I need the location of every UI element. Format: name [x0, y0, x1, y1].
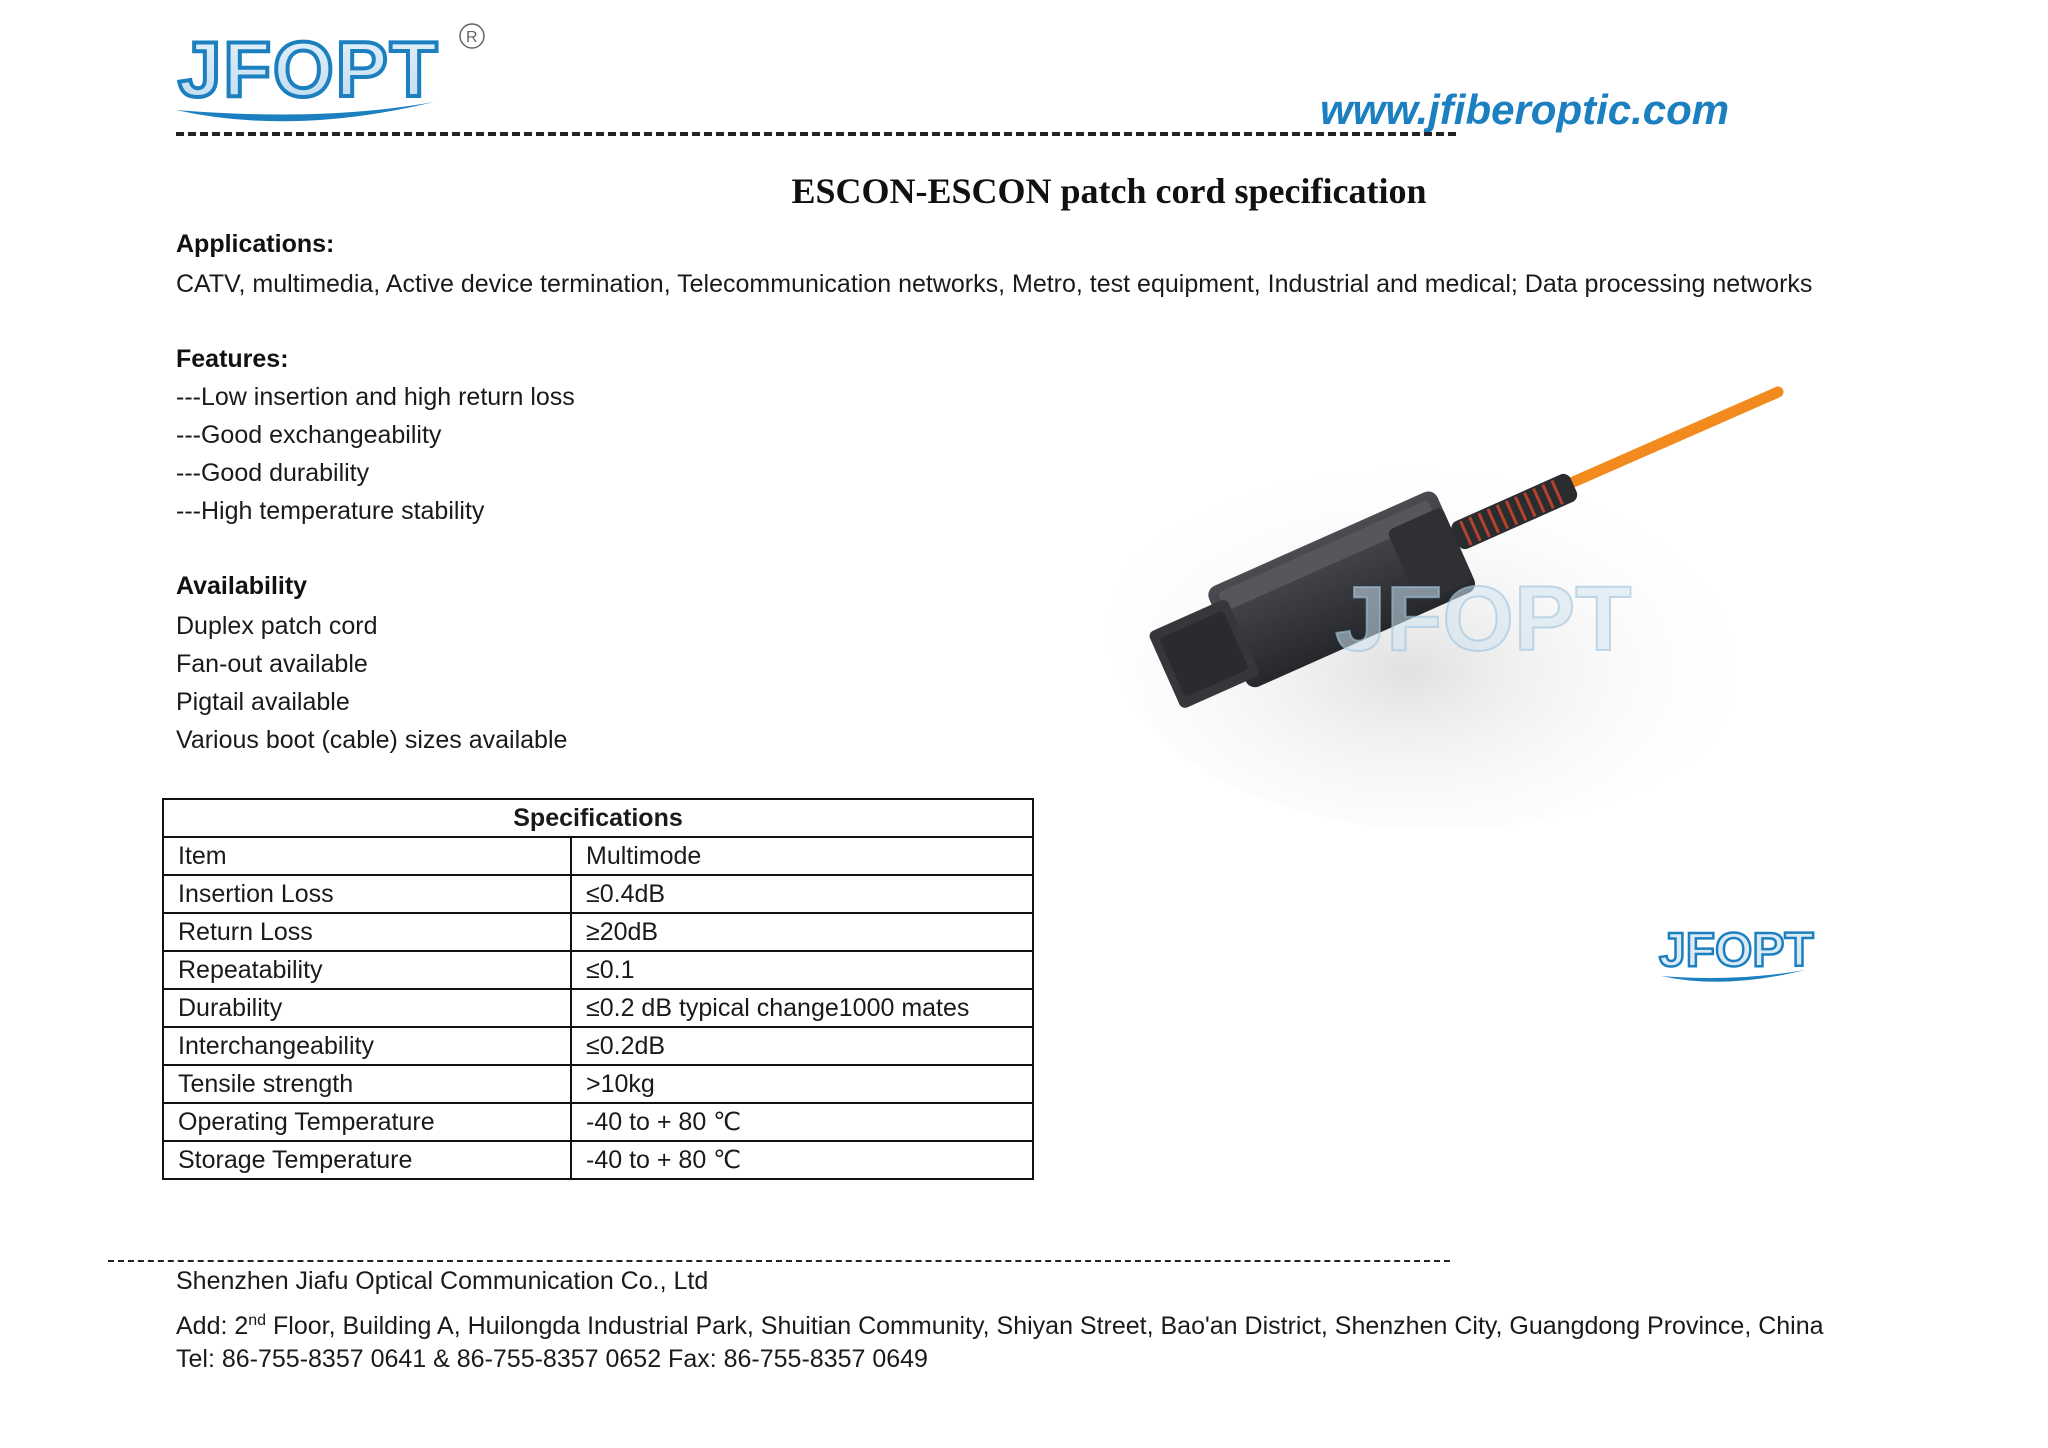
- availability-item: Fan-out available: [176, 650, 368, 678]
- availability-heading: Availability: [176, 572, 308, 600]
- company-logo: [172, 18, 492, 130]
- footer-phone: Tel: 86-755-8357 0641 & 86-755-8357 0652 Fax: 86-755-8357 0649: [176, 1345, 928, 1373]
- table-row: [163, 989, 1033, 1027]
- applications-heading: Applications:: [176, 230, 335, 258]
- features-list: [176, 378, 575, 530]
- table-row: [163, 837, 1033, 875]
- spec-label: Durability: [163, 989, 571, 1027]
- availability-item: Various boot (cable) sizes available: [176, 726, 568, 754]
- footer-address: [176, 1302, 1824, 1345]
- spec-label: Operating Temperature: [163, 1103, 571, 1141]
- table-row: [163, 951, 1033, 989]
- spec-label: Item: [163, 837, 571, 875]
- spec-value: Multimode: [571, 837, 1033, 875]
- spec-label: Storage Temperature: [163, 1141, 571, 1179]
- table-row: [163, 1141, 1033, 1179]
- feature-item: ---Good durability: [176, 459, 370, 487]
- website-link[interactable]: www.jfiberoptic.com: [1320, 86, 1730, 133]
- page-title: ESCON-ESCON patch cord specification: [791, 171, 1427, 211]
- footer-company: Shenzhen Jiafu Optical Communication Co., Ltd: [176, 1267, 709, 1295]
- table-row: [163, 1103, 1033, 1141]
- availability-list: [176, 607, 567, 759]
- svg-text:JFOPT: JFOPT: [1335, 568, 1632, 670]
- table-row: [163, 1027, 1033, 1065]
- spec-label: Repeatability: [163, 951, 571, 989]
- spec-label: Interchangeability: [163, 1027, 571, 1065]
- specifications-table: [162, 798, 1034, 1180]
- feature-item: ---Good exchangeability: [176, 421, 442, 449]
- svg-text:JFOPT: JFOPT: [1659, 924, 1814, 977]
- spec-value: ≥20dB: [571, 913, 1033, 951]
- feature-item: ---High temperature stability: [176, 497, 485, 525]
- availability-item: Duplex patch cord: [176, 612, 378, 640]
- address-rest: Floor, Building A, Huilongda Industrial Park, Shuitian Community, Shiyan Street, Bao'an District, Shenzhen City, Guangdong Province, China: [266, 1312, 1824, 1340]
- table-row: [163, 875, 1033, 913]
- feature-item: ---Low insertion and high return loss: [176, 383, 575, 411]
- table-caption-row: [163, 799, 1033, 837]
- applications-text: CATV, multimedia, Active device termination, Telecommunication networks, Metro, test equipment, Industrial and medical; Data processing networks: [176, 270, 1813, 298]
- product-photo: [1110, 360, 1890, 860]
- spec-value: ≤0.4dB: [571, 875, 1033, 913]
- spec-label: Tensile strength: [163, 1065, 571, 1103]
- features-heading: Features:: [176, 345, 289, 373]
- spec-label: Insertion Loss: [163, 875, 571, 913]
- table-caption: Specifications: [163, 799, 1033, 837]
- availability-item: Pigtail available: [176, 688, 350, 716]
- spec-value: >10kg: [571, 1065, 1033, 1103]
- address-prefix: Add: 2: [176, 1312, 249, 1340]
- svg-text:R: R: [466, 29, 478, 46]
- corner-logo: [1655, 920, 1835, 990]
- svg-text:JFOPT: JFOPT: [178, 25, 440, 113]
- table-row: [163, 913, 1033, 951]
- table-row: [163, 1065, 1033, 1103]
- header-divider: [176, 132, 1456, 136]
- address-ordinal: nd: [248, 1312, 267, 1329]
- spec-value: ≤0.2 dB typical change1000 mates: [571, 989, 1033, 1027]
- spec-value: -40 to + 80 ℃: [571, 1141, 1033, 1179]
- spec-value: -40 to + 80 ℃: [571, 1103, 1033, 1141]
- spec-value: ≤0.2dB: [571, 1027, 1033, 1065]
- spec-value: ≤0.1: [571, 951, 1033, 989]
- spec-label: Return Loss: [163, 913, 571, 951]
